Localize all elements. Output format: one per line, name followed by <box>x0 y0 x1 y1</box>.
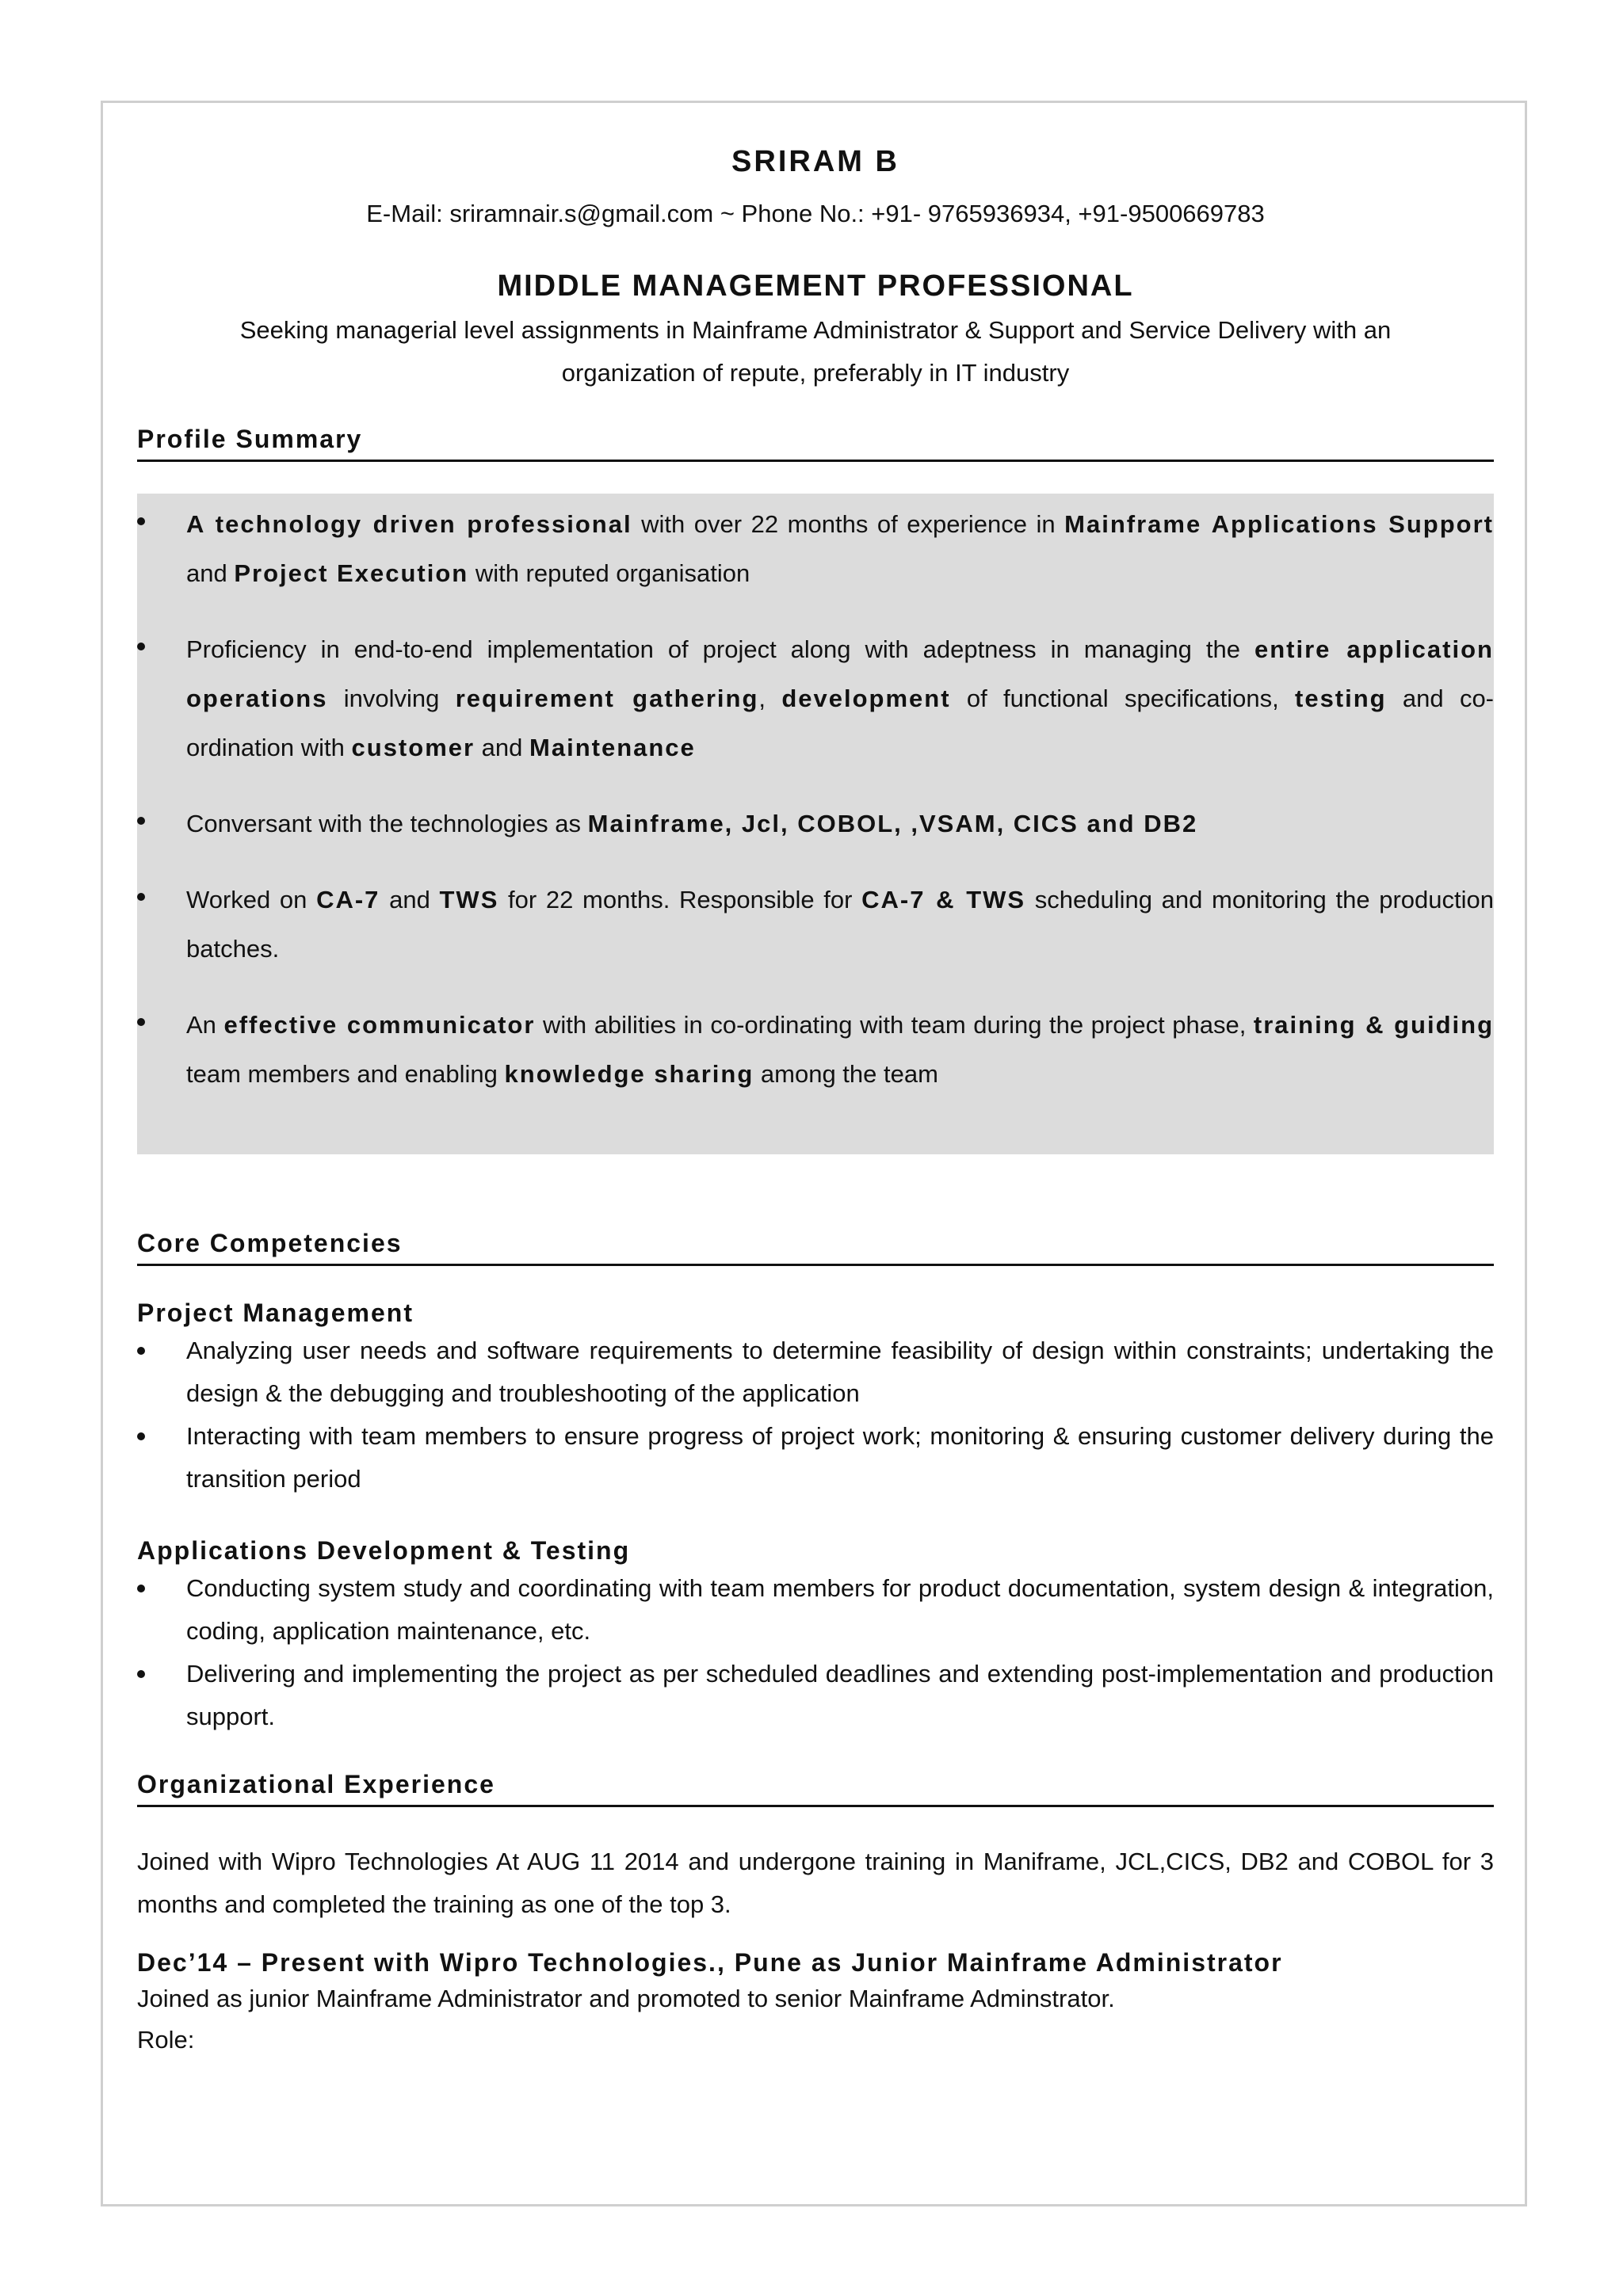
text-run: Delivering and implementing the project as per scheduled deadlines and extending post-implementation and production support. <box>186 1660 1494 1730</box>
list-item <box>137 1329 1494 1415</box>
highlight: development <box>781 685 951 712</box>
profile-summary-box <box>137 494 1494 1154</box>
highlight: effective communicator <box>223 1011 536 1039</box>
objective-line: Seeking managerial level assignments in Mainframe Administrator & Support and Service Delivery with an <box>239 316 1392 344</box>
career-objective <box>137 309 1494 395</box>
text-run: with abilities in co-ordinating with team during the project phase, <box>535 1011 1254 1039</box>
section-title-organizational-experience: Organizational Experience <box>137 1768 1494 1807</box>
subsection-title-project-management: Project Management <box>137 1299 414 1327</box>
text-run: and co-ordination with <box>186 685 1495 761</box>
text-run: of functional specifications, <box>950 685 1295 712</box>
text-run: Worked on <box>186 886 317 913</box>
bullet-icon <box>137 517 145 525</box>
list-item <box>137 500 1494 598</box>
list-item <box>137 1001 1494 1099</box>
highlight: knowledge sharing <box>504 1060 754 1088</box>
candidate-name: SRIRAM B <box>731 145 899 178</box>
bullet-icon <box>137 817 145 825</box>
highlight: CA-7 & TWS <box>861 886 1026 913</box>
text-run: and <box>380 886 440 913</box>
bullet-icon <box>137 1432 145 1440</box>
text-run: with reputed organisation <box>468 559 750 587</box>
highlight: testing <box>1295 685 1387 712</box>
text-run: , <box>758 685 782 712</box>
bullet-icon <box>137 643 145 650</box>
bullet-icon <box>137 1347 145 1355</box>
text-run: among the team <box>754 1060 938 1088</box>
highlight: A technology driven professional <box>186 510 632 538</box>
text-run: Conversant with the technologies as <box>186 810 588 837</box>
highlight: requirement gathering <box>455 685 759 712</box>
text-run: Conducting system study and coordinating with team members for product documentation, system design & integration, coding, application maintenance, etc. <box>186 1574 1494 1645</box>
profile-summary-list <box>137 500 1494 1099</box>
highlight: Project Execution <box>234 559 469 587</box>
highlight: Mainframe Applications Support <box>1064 510 1494 538</box>
list-item <box>137 799 1494 849</box>
list-item <box>137 1653 1494 1738</box>
professional-headline: MIDDLE MANAGEMENT PROFESSIONAL <box>497 269 1134 303</box>
objective-line: organization of repute, preferably in IT industry <box>561 359 1070 387</box>
text-run: scheduling and monitoring the production batches. <box>186 886 1495 963</box>
experience-description: Joined as junior Mainframe Administrator and promoted to senior Mainframe Adminstrator. <box>137 1985 1115 2012</box>
text-run: An <box>186 1011 224 1039</box>
app-development-list <box>137 1567 1494 1738</box>
resume-content <box>137 143 1494 2061</box>
text-run: and <box>186 559 235 587</box>
highlight: CA-7 <box>316 886 380 913</box>
bullet-icon <box>137 1670 145 1678</box>
text-run: Interacting with team members to ensure progress of project work; monitoring & ensuring customer delivery during the transition period <box>186 1422 1494 1493</box>
text-run: Proficiency in end-to-end implementation of project along with adeptness in managing the <box>186 635 1254 663</box>
contact-line: E-Mail: sriramnair.s@gmail.com ~ Phone No.: +91- 9765936934, +91-9500669783 <box>366 200 1265 227</box>
highlight: customer <box>351 734 475 761</box>
list-item <box>137 1567 1494 1653</box>
text-run: with over 22 months of experience in <box>632 510 1065 538</box>
text-run: for 22 months. Responsible for <box>498 886 862 913</box>
experience-position: Dec’14 – Present with Wipro Technologies., Pune as Junior Mainframe Administrator <box>137 1948 1283 1977</box>
text-run: involving <box>327 685 456 712</box>
highlight: training & guiding <box>1253 1011 1495 1039</box>
subsection-title-app-development: Applications Development & Testing <box>137 1536 631 1565</box>
highlight: Maintenance <box>529 734 696 761</box>
highlight: entire application operations <box>186 635 1494 712</box>
bullet-icon <box>137 893 145 901</box>
bullet-icon <box>137 1018 145 1026</box>
text-run: Analyzing user needs and software requirements to determine feasibility of design within constraints; undertaking the design & the debugging and troubleshooting of the application <box>186 1337 1494 1407</box>
bullet-icon <box>137 1585 145 1592</box>
text-run: and <box>475 734 530 761</box>
section-title-profile-summary: Profile Summary <box>137 423 1494 462</box>
list-item <box>137 875 1494 974</box>
project-management-list <box>137 1329 1494 1501</box>
highlight: Mainframe, Jcl, COBOL, ,VSAM, CICS and DB2 <box>587 810 1198 837</box>
list-item <box>137 625 1494 772</box>
list-item <box>137 1415 1494 1501</box>
highlight: TWS <box>439 886 499 913</box>
text-run: team members and enabling <box>186 1060 505 1088</box>
experience-intro: Joined with Wipro Technologies At AUG 11 2014 and undergone training in Maniframe, JCL,CICS, DB2 and COBOL for 3 months and completed the training as one of the top 3. <box>137 1848 1494 1918</box>
role-label: Role: <box>137 2026 195 2054</box>
section-title-core-competencies: Core Competencies <box>137 1227 1494 1266</box>
